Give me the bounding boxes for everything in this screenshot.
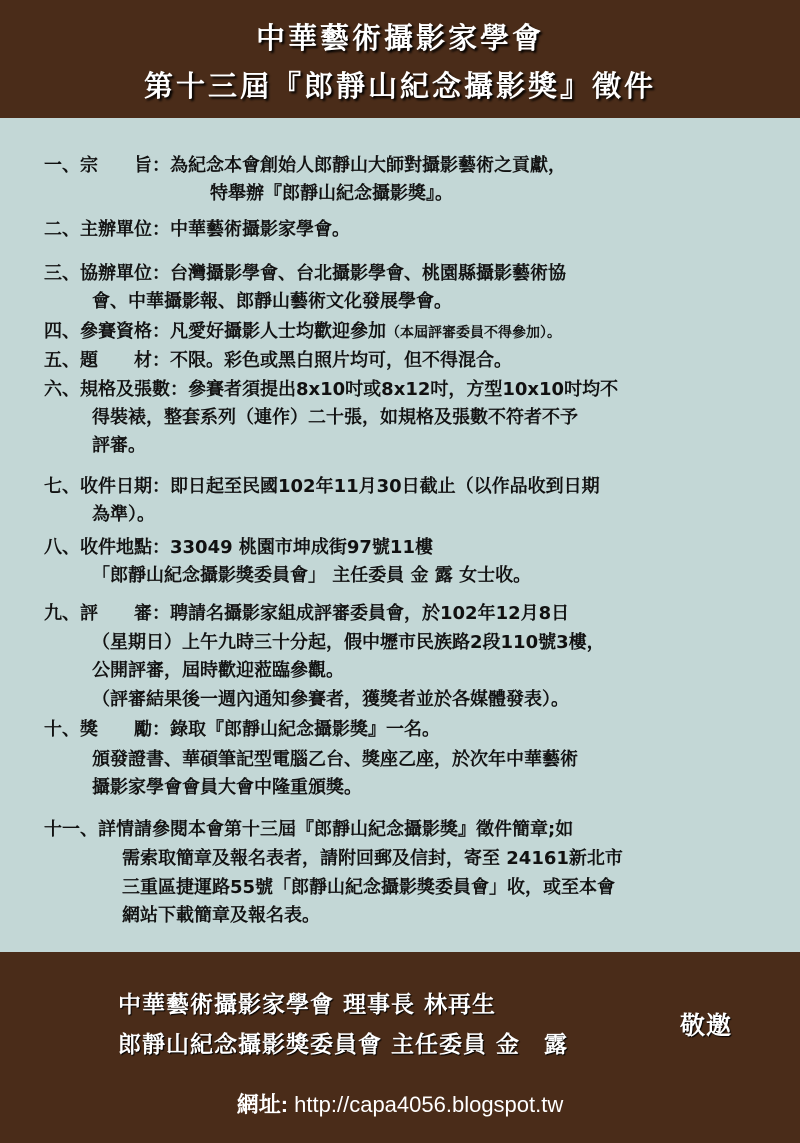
item-judging-cont: （星期日）上午九時三十分起，假中壢市民族路2段110號3樓，: [92, 632, 605, 653]
item-purpose: 一、宗 旨：為紀念本會創始人郎靜山大師對攝影藝術之貢獻，: [44, 155, 566, 176]
item-award-cont2: 攝影家學會會員大會中隆重頒獎。: [92, 777, 362, 798]
eligibility-note: （本屆評審委員不得參加）。: [386, 325, 561, 341]
item-details: 十一、詳情請參閱本會第十三屆『郎靜山紀念攝影獎』徵件簡章;如: [44, 819, 574, 840]
website-link[interactable]: http://capa4056.blogspot.tw: [294, 1092, 564, 1117]
item-co-organizers-cont: 會、中華攝影報、郎靜山藝術文化發展學會。: [92, 291, 452, 312]
item-format: 六、規格及張數：參賽者須提出8x10吋或8x12吋，方型10x10吋均不: [44, 379, 619, 400]
item-purpose-cont: 特舉辦『郎靜山紀念攝影獎』。: [210, 183, 453, 204]
item-judging-cont3: （評審結果後一週內通知參賽者，獲獎者並於各媒體發表）。: [92, 689, 569, 710]
item-details-cont2: 三重區捷運路55號「郎靜山紀念攝影獎委員會」收，或至本會: [122, 877, 616, 898]
item-address-cont: 「郎靜山紀念攝影獎委員會」 主任委員 金 露 女士收。: [92, 565, 532, 586]
item-subject: 五、題 材：不限。彩色或黑白照片均可，但不得混合。: [44, 350, 512, 371]
item-format-cont2: 評審。: [92, 435, 146, 456]
organization-title: 中華藝術攝影家學會: [255, 21, 544, 55]
item-organizer: 二、主辦單位：中華藝術攝影家學會。: [44, 219, 350, 240]
item-award-cont: 頒發證書、華碩筆記型電腦乙台、獎座乙座，於次年中華藝術: [92, 749, 578, 770]
event-title: 第十三屆『郎靜山紀念攝影獎』徵件: [143, 69, 656, 103]
item-deadline: 七、收件日期：即日起至民國102年11月30日截止（以作品收到日期: [44, 476, 600, 497]
item-format-cont: 得裝裱，整套系列（連作）二十張，如規格及張數不符者不予: [92, 407, 578, 428]
signature-president: 中華藝術攝影家學會 理事長 林再生: [118, 992, 497, 1018]
website-row: [0, 1088, 800, 1119]
item-co-organizers: 三、協辦單位：台灣攝影學會、台北攝影學會、桃園縣攝影藝術協: [44, 263, 566, 284]
eligibility-text: 四、參賽資格：凡愛好攝影人士均歡迎參加: [44, 321, 386, 342]
signature-committee-chair: 郎靜山紀念攝影獎委員會 主任委員 金 露: [118, 1032, 569, 1058]
footer-band: [0, 952, 800, 1143]
item-deadline-cont: 為準）。: [92, 504, 155, 525]
item-award: 十、獎 勵：錄取『郎靜山紀念攝影獎』一名。: [44, 719, 440, 740]
item-details-cont: 需索取簡章及報名表者，請附回郵及信封，寄至 24161新北市: [122, 848, 623, 869]
item-details-cont3: 網站下載簡章及報名表。: [122, 905, 320, 926]
item-judging: 九、評 審：聘請名攝影家組成評審委員會，於102年12月8日: [44, 603, 570, 624]
respectful-invitation: 敬邀: [680, 1011, 733, 1040]
item-address: 八、收件地點：33049 桃園市坤成街97號11樓: [44, 537, 433, 558]
header-band: [0, 0, 800, 118]
item-judging-cont2: 公開評審，屆時歡迎蒞臨參觀。: [92, 660, 344, 681]
item-eligibility: [44, 320, 561, 345]
website-label: 網址:: [236, 1092, 289, 1117]
announcement-body: [0, 118, 800, 952]
